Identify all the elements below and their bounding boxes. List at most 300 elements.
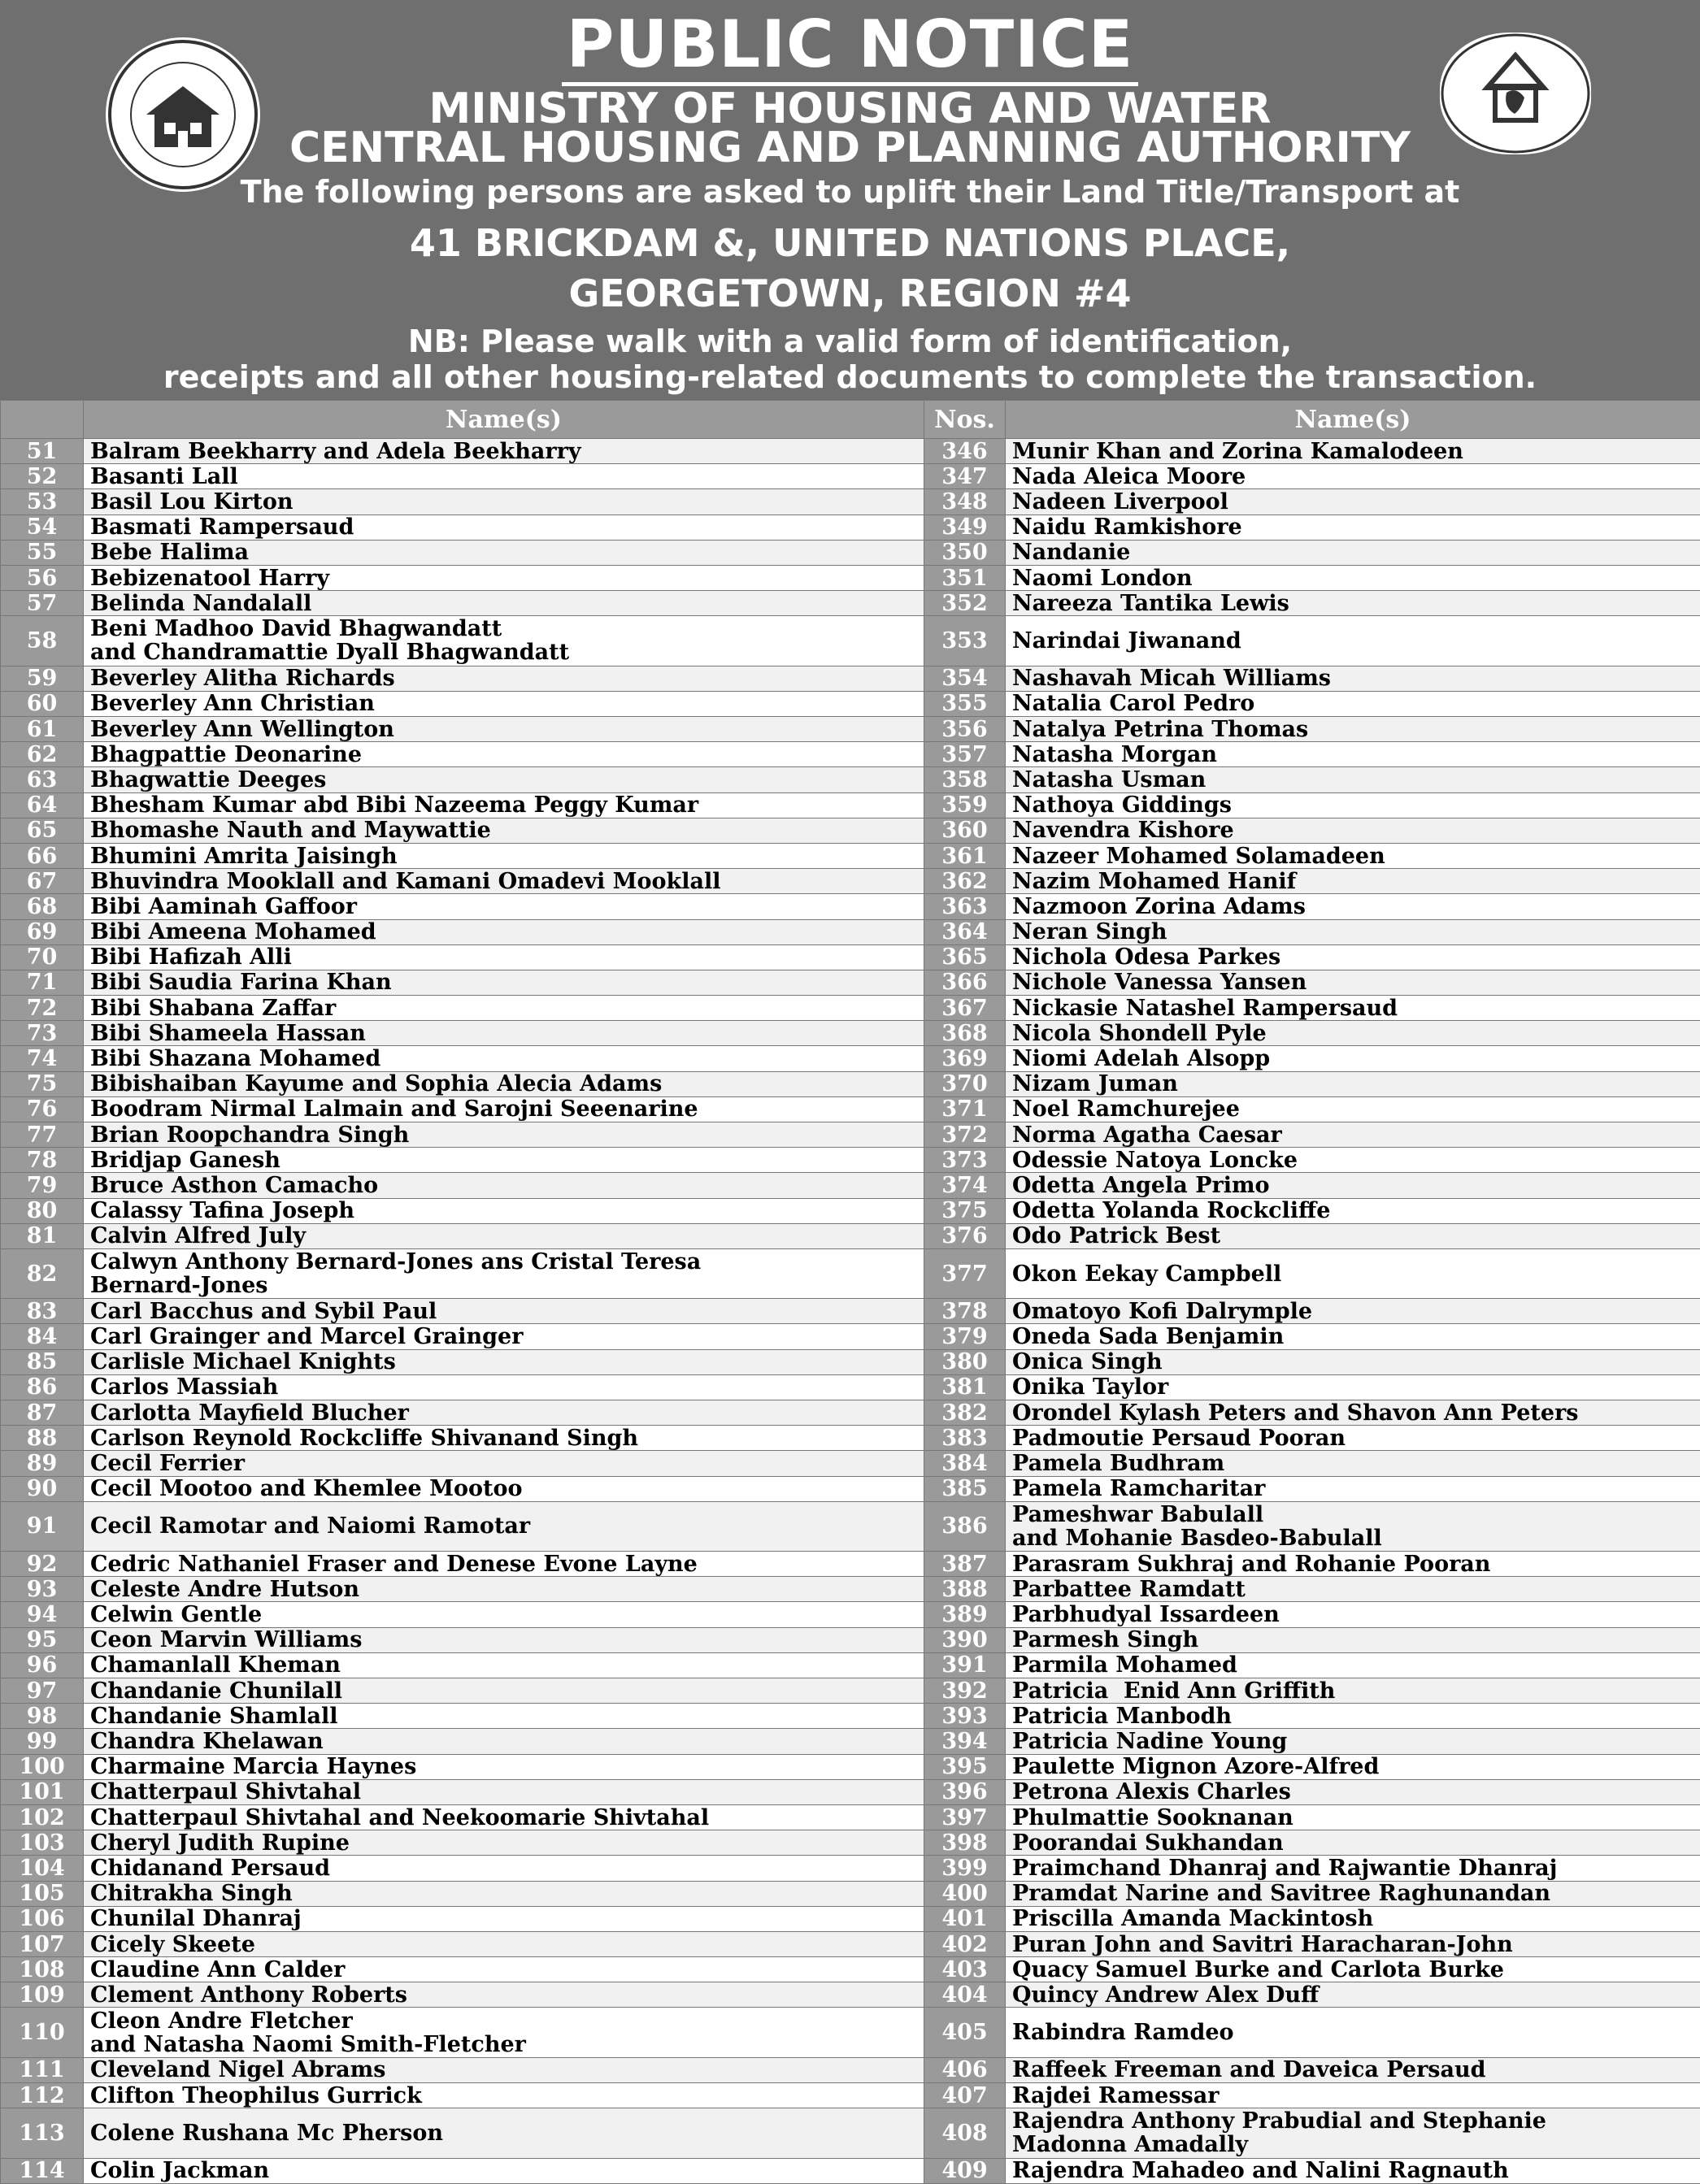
row-number-right: 381 [924, 1374, 1006, 1400]
table-row [1, 818, 1700, 843]
row-number-left: 96 [1, 1652, 84, 1678]
row-number-left: 85 [1, 1349, 84, 1374]
table-row [1, 515, 1700, 540]
row-name-right: Nashavah Micah Williams [1006, 666, 1700, 691]
row-name-left: Bibi Aaminah Gaffoor [84, 894, 924, 919]
row-name-left: Bhuvindra Mooklall and Kamani Omadevi Mooklall [84, 869, 924, 894]
row-name-right: Oneda Sada Benjamin [1006, 1324, 1700, 1349]
row-name-left: Bebizenatool Harry [84, 565, 924, 590]
row-name-left: Colene Rushana Mc Pherson [84, 2108, 924, 2158]
row-number-right: 378 [924, 1299, 1006, 1324]
column-header-names: Name(s) [84, 401, 924, 439]
table-row [1, 1096, 1700, 1122]
row-name-right: Raffeek Freeman and Daveica Persaud [1006, 2057, 1700, 2082]
row-name-left: Carl Grainger and Marcel Grainger [84, 1324, 924, 1349]
row-name-left: Cleon Andre Fletcher and Natasha Naomi Smith-Fletcher [84, 2008, 924, 2057]
row-number-right: 384 [924, 1451, 1006, 1476]
row-number-left: 90 [1, 1476, 84, 1501]
row-number-left: 107 [1, 1931, 84, 1956]
row-name-left: Chandra Khelawan [84, 1729, 924, 1754]
table-row [1, 1122, 1700, 1148]
column-header-nos: Nos. [924, 401, 1006, 439]
table-row [1, 869, 1700, 894]
table-row [1, 1349, 1700, 1374]
row-number-left: 110 [1, 2008, 84, 2057]
row-name-right: Onika Taylor [1006, 1374, 1700, 1400]
row-number-left: 78 [1, 1148, 84, 1173]
row-number-left: 52 [1, 464, 84, 489]
row-number-left: 89 [1, 1451, 84, 1476]
row-number-right: 363 [924, 894, 1006, 919]
table-row [1, 1931, 1700, 1956]
row-name-left: Colin Jackman [84, 2158, 924, 2183]
row-name-right: Quacy Samuel Burke and Carlota Burke [1006, 1957, 1700, 1982]
row-number-left: 51 [1, 439, 84, 464]
row-name-left: Clifton Theophilus Gurrick [84, 2083, 924, 2108]
row-name-left: Claudine Ann Calder [84, 1957, 924, 1982]
row-name-right: Quincy Andrew Alex Duff [1006, 1982, 1700, 2008]
table-row [1, 565, 1700, 590]
row-number-left: 76 [1, 1096, 84, 1122]
row-name-right: Patricia Enid Ann Griffith [1006, 1678, 1700, 1704]
row-number-left: 86 [1, 1374, 84, 1400]
row-name-left: Bhesham Kumar abd Bibi Nazeema Peggy Kumar [84, 792, 924, 818]
row-name-right: Natalia Carol Pedro [1006, 691, 1700, 716]
table-row [1, 1148, 1700, 1173]
row-number-right: 387 [924, 1552, 1006, 1577]
row-number-right: 394 [924, 1729, 1006, 1754]
row-number-left: 105 [1, 1881, 84, 1906]
table-row [1, 1071, 1700, 1096]
row-name-left: Chatterpaul Shivtahal [84, 1779, 924, 1804]
row-name-right: Navendra Kishore [1006, 818, 1700, 843]
row-name-right: Nadeen Liverpool [1006, 489, 1700, 515]
row-name-left: Carl Bacchus and Sybil Paul [84, 1299, 924, 1324]
table-row [1, 464, 1700, 489]
row-name-left: Bebe Halima [84, 540, 924, 565]
row-name-right: Neran Singh [1006, 919, 1700, 944]
row-name-left: Cecil Ramotar and Naiomi Ramotar [84, 1501, 924, 1551]
table-row [1, 1906, 1700, 1931]
row-number-left: 77 [1, 1122, 84, 1148]
row-name-right: Omatoyo Kofi Dalrymple [1006, 1299, 1700, 1324]
table-row [1, 944, 1700, 970]
row-number-left: 64 [1, 792, 84, 818]
row-name-left: Bhagwattie Deeges [84, 767, 924, 792]
row-number-left: 66 [1, 843, 84, 868]
row-name-right: Nazeer Mohamed Solamadeen [1006, 843, 1700, 868]
authority-name: CENTRAL HOUSING AND PLANNING AUTHORITY [289, 124, 1411, 172]
table-row [1, 1856, 1700, 1881]
table-row [1, 1881, 1700, 1906]
row-name-left: Bibi Hafizah Alli [84, 944, 924, 970]
table-row [1, 1830, 1700, 1856]
row-name-left: Balram Beekharry and Adela Beekharry [84, 439, 924, 464]
row-name-right: Odo Patrick Best [1006, 1223, 1700, 1248]
row-name-left: Brian Roopchandra Singh [84, 1122, 924, 1148]
row-name-left: Bruce Asthon Camacho [84, 1173, 924, 1198]
row-number-right: 368 [924, 1021, 1006, 1046]
row-number-left: 111 [1, 2057, 84, 2082]
table-row [1, 996, 1700, 1021]
table-row [1, 919, 1700, 944]
row-number-right: 398 [924, 1830, 1006, 1856]
row-name-right: Noel Ramchurejee [1006, 1096, 1700, 1122]
row-number-left: 99 [1, 1729, 84, 1754]
row-name-left: Bibishaiban Kayume and Sophia Alecia Adams [84, 1071, 924, 1096]
row-number-left: 63 [1, 767, 84, 792]
row-name-right: Nichole Vanessa Yansen [1006, 970, 1700, 995]
row-number-right: 392 [924, 1678, 1006, 1704]
table-row [1, 591, 1700, 616]
row-name-left: Belinda Nandalall [84, 591, 924, 616]
row-name-right: Praimchand Dhanraj and Rajwantie Dhanraj [1006, 1856, 1700, 1881]
table-row [1, 1324, 1700, 1349]
row-name-right: Nazim Mohamed Hanif [1006, 869, 1700, 894]
row-name-left: Calvin Alfred July [84, 1223, 924, 1248]
row-name-left: Carlisle Michael Knights [84, 1349, 924, 1374]
row-number-left: 102 [1, 1804, 84, 1830]
row-number-left: 81 [1, 1223, 84, 1248]
row-number-left: 109 [1, 1982, 84, 2008]
row-name-left: Beverley Ann Christian [84, 691, 924, 716]
row-number-right: 406 [924, 2057, 1006, 2082]
row-number-right: 375 [924, 1198, 1006, 1223]
table-row [1, 666, 1700, 691]
table-row [1, 1729, 1700, 1754]
names-table [0, 400, 1700, 2184]
row-name-left: Carlson Reynold Rockcliffe Shivanand Singh [84, 1426, 924, 1451]
row-name-right: Pamela Ramcharitar [1006, 1476, 1700, 1501]
row-name-right: Petrona Alexis Charles [1006, 1779, 1700, 1804]
row-name-left: Bibi Saudia Farina Khan [84, 970, 924, 995]
row-number-left: 83 [1, 1299, 84, 1324]
row-name-right: Rajendra Anthony Prabudial and Stephanie Madonna Amadally [1006, 2108, 1700, 2158]
ministry-name: MINISTRY OF HOUSING AND WATER [428, 85, 1272, 133]
table-row [1, 894, 1700, 919]
nb-line-1: NB: Please walk with a valid form of identification, [407, 323, 1293, 359]
row-name-left: Beverley Alitha Richards [84, 666, 924, 691]
table-row [1, 1627, 1700, 1652]
table-row [1, 1021, 1700, 1046]
row-number-right: 372 [924, 1122, 1006, 1148]
row-name-left: Bhomashe Nauth and Maywattie [84, 818, 924, 843]
row-name-right: Onica Singh [1006, 1349, 1700, 1374]
row-name-left: Beverley Ann Wellington [84, 717, 924, 742]
row-name-left: Chamanlall Kheman [84, 1652, 924, 1678]
row-name-right: Odessie Natoya Loncke [1006, 1148, 1700, 1173]
row-number-right: 350 [924, 540, 1006, 565]
row-name-left: Chunilal Dhanraj [84, 1906, 924, 1931]
row-number-left: 104 [1, 1856, 84, 1881]
row-name-left: Charmaine Marcia Haynes [84, 1754, 924, 1779]
row-name-left: Bibi Shameela Hassan [84, 1021, 924, 1046]
row-number-right: 385 [924, 1476, 1006, 1501]
row-name-right: Odetta Angela Primo [1006, 1173, 1700, 1198]
row-name-left: Bibi Shabana Zaffar [84, 996, 924, 1021]
row-number-left: 69 [1, 919, 84, 944]
row-number-right: 399 [924, 1856, 1006, 1881]
row-name-left: Chatterpaul Shivtahal and Neekoomarie Shivtahal [84, 1804, 924, 1830]
table-row [1, 1957, 1700, 1982]
table-row [1, 1426, 1700, 1451]
row-number-left: 88 [1, 1426, 84, 1451]
row-number-right: 370 [924, 1071, 1006, 1096]
row-number-right: 405 [924, 2008, 1006, 2057]
row-name-left: Chidanand Persaud [84, 1856, 924, 1881]
row-number-right: 346 [924, 439, 1006, 464]
row-number-right: 390 [924, 1627, 1006, 1652]
row-number-right: 409 [924, 2158, 1006, 2183]
row-name-left: Chandanie Chunilall [84, 1678, 924, 1704]
row-number-left: 71 [1, 970, 84, 995]
row-number-left: 95 [1, 1627, 84, 1652]
table-row [1, 1602, 1700, 1627]
row-name-right: Nandanie [1006, 540, 1700, 565]
nb-line-2: receipts and all other housing-related documents to complete the transaction. [163, 359, 1537, 395]
row-number-right: 395 [924, 1754, 1006, 1779]
table-row [1, 1374, 1700, 1400]
table-header-row [1, 401, 1700, 439]
row-number-left: 87 [1, 1400, 84, 1426]
row-name-left: Cicely Skeete [84, 1931, 924, 1956]
row-number-left: 98 [1, 1704, 84, 1729]
row-name-left: Bhumini Amrita Jaisingh [84, 843, 924, 868]
row-number-left: 79 [1, 1173, 84, 1198]
row-number-left: 58 [1, 616, 84, 666]
row-name-right: Naomi London [1006, 565, 1700, 590]
row-name-left: Chitrakha Singh [84, 1881, 924, 1906]
row-name-left: Carlotta Mayfield Blucher [84, 1400, 924, 1426]
row-name-left: Cedric Nathaniel Fraser and Denese Evone Layne [84, 1552, 924, 1577]
row-name-left: Beni Madhoo David Bhagwandatt and Chandramattie Dyall Bhagwandatt [84, 616, 924, 666]
row-name-right: Patricia Nadine Young [1006, 1729, 1700, 1754]
row-number-left: 72 [1, 996, 84, 1021]
row-number-left: 92 [1, 1552, 84, 1577]
row-number-right: 374 [924, 1173, 1006, 1198]
table-row [1, 1652, 1700, 1678]
row-name-right: Odetta Yolanda Rockcliffe [1006, 1198, 1700, 1223]
row-name-right: Narindai Jiwanand [1006, 616, 1700, 666]
table-row [1, 742, 1700, 767]
row-number-left: 68 [1, 894, 84, 919]
table-row [1, 1248, 1700, 1298]
row-number-left: 65 [1, 818, 84, 843]
row-name-left: Calassy Tafina Joseph [84, 1198, 924, 1223]
row-name-right: Nathoya Giddings [1006, 792, 1700, 818]
row-number-right: 377 [924, 1248, 1006, 1298]
table-row [1, 1046, 1700, 1071]
row-name-right: Parmesh Singh [1006, 1627, 1700, 1652]
notice-title: PUBLIC NOTICE [0, 7, 1700, 82]
row-number-left: 82 [1, 1248, 84, 1298]
row-number-left: 113 [1, 2108, 84, 2158]
row-name-left: Basanti Lall [84, 464, 924, 489]
row-number-left: 94 [1, 1602, 84, 1627]
row-number-left: 53 [1, 489, 84, 515]
row-name-left: Basmati Rampersaud [84, 515, 924, 540]
table-row [1, 970, 1700, 995]
row-number-right: 407 [924, 2083, 1006, 2108]
row-name-left: Bridjap Ganesh [84, 1148, 924, 1173]
table-row [1, 717, 1700, 742]
row-name-right: Munir Khan and Zorina Kamalodeen [1006, 439, 1700, 464]
row-name-right: Nada Aleica Moore [1006, 464, 1700, 489]
table-row [1, 843, 1700, 868]
row-number-right: 358 [924, 767, 1006, 792]
row-name-right: Parasram Sukhraj and Rohanie Pooran [1006, 1552, 1700, 1577]
row-number-right: 355 [924, 691, 1006, 716]
row-name-right: Puran John and Savitri Haracharan-John [1006, 1931, 1700, 1956]
table-row [1, 1552, 1700, 1577]
column-header-number [1, 401, 84, 439]
row-name-left: Cecil Mootoo and Khemlee Mootoo [84, 1476, 924, 1501]
row-number-right: 361 [924, 843, 1006, 868]
row-name-right: Nicola Shondell Pyle [1006, 1021, 1700, 1046]
row-number-right: 404 [924, 1982, 1006, 2008]
row-number-right: 388 [924, 1577, 1006, 1602]
row-name-right: Natasha Morgan [1006, 742, 1700, 767]
table-row [1, 1704, 1700, 1729]
table-row [1, 1173, 1700, 1198]
row-name-right: Nareeza Tantika Lewis [1006, 591, 1700, 616]
row-number-right: 403 [924, 1957, 1006, 1982]
row-number-right: 376 [924, 1223, 1006, 1248]
row-number-right: 402 [924, 1931, 1006, 1956]
row-name-left: Bibi Shazana Mohamed [84, 1046, 924, 1071]
table-row [1, 1400, 1700, 1426]
table-row [1, 1476, 1700, 1501]
row-number-right: 400 [924, 1881, 1006, 1906]
table-row [1, 1577, 1700, 1602]
row-number-right: 357 [924, 742, 1006, 767]
row-number-right: 362 [924, 869, 1006, 894]
row-number-right: 371 [924, 1096, 1006, 1122]
row-number-left: 101 [1, 1779, 84, 1804]
row-name-left: Celwin Gentle [84, 1602, 924, 1627]
row-number-left: 62 [1, 742, 84, 767]
row-number-right: 367 [924, 996, 1006, 1021]
notice-header [0, 0, 1700, 400]
row-number-right: 397 [924, 1804, 1006, 1830]
row-name-left: Bhagpattie Deonarine [84, 742, 924, 767]
row-number-left: 108 [1, 1957, 84, 1982]
row-number-right: 351 [924, 565, 1006, 590]
table-row [1, 2158, 1700, 2183]
table-row [1, 1804, 1700, 1830]
table-row [1, 1982, 1700, 2008]
row-name-right: Pamela Budhram [1006, 1451, 1700, 1476]
table-row [1, 2108, 1700, 2158]
row-name-right: Nickasie Natashel Rampersaud [1006, 996, 1700, 1021]
column-header-names-right: Name(s) [1006, 401, 1700, 439]
row-number-left: 59 [1, 666, 84, 691]
row-name-left: Celeste Andre Hutson [84, 1577, 924, 1602]
row-name-right: Nichola Odesa Parkes [1006, 944, 1700, 970]
row-number-left: 80 [1, 1198, 84, 1223]
row-name-right: Pramdat Narine and Savitree Raghunandan [1006, 1881, 1700, 1906]
row-number-left: 91 [1, 1501, 84, 1551]
table-row [1, 1299, 1700, 1324]
table-row [1, 1779, 1700, 1804]
row-name-left: Chandanie Shamlall [84, 1704, 924, 1729]
row-name-right: Pameshwar Babulall and Mohanie Basdeo-Babulall [1006, 1501, 1700, 1551]
row-number-right: 347 [924, 464, 1006, 489]
table-row [1, 1451, 1700, 1476]
row-name-left: Bibi Ameena Mohamed [84, 919, 924, 944]
row-name-right: Nizam Juman [1006, 1071, 1700, 1096]
row-name-right: Orondel Kylash Peters and Shavon Ann Peters [1006, 1400, 1700, 1426]
row-name-right: Rabindra Ramdeo [1006, 2008, 1700, 2057]
row-name-right: Padmoutie Persaud Pooran [1006, 1426, 1700, 1451]
table-row [1, 1754, 1700, 1779]
row-name-right: Okon Eekay Campbell [1006, 1248, 1700, 1298]
row-name-right: Natalya Petrina Thomas [1006, 717, 1700, 742]
row-name-right: Paulette Mignon Azore-Alfred [1006, 1754, 1700, 1779]
row-number-right: 373 [924, 1148, 1006, 1173]
table-row [1, 792, 1700, 818]
row-number-left: 57 [1, 591, 84, 616]
table-row [1, 2057, 1700, 2082]
row-name-right: Priscilla Amanda Mackintosh [1006, 1906, 1700, 1931]
row-number-left: 100 [1, 1754, 84, 1779]
row-number-left: 74 [1, 1046, 84, 1071]
row-number-right: 408 [924, 2108, 1006, 2158]
row-name-left: Cecil Ferrier [84, 1451, 924, 1476]
table-row [1, 1501, 1700, 1551]
row-number-right: 391 [924, 1652, 1006, 1678]
row-name-right: Natasha Usman [1006, 767, 1700, 792]
table-row [1, 489, 1700, 515]
row-number-left: 55 [1, 540, 84, 565]
row-name-right: Phulmattie Sooknanan [1006, 1804, 1700, 1830]
table-row [1, 540, 1700, 565]
row-number-left: 75 [1, 1071, 84, 1096]
row-number-right: 348 [924, 489, 1006, 515]
row-name-right: Niomi Adelah Alsopp [1006, 1046, 1700, 1071]
row-number-right: 389 [924, 1602, 1006, 1627]
row-name-right: Parbhudyal Issardeen [1006, 1602, 1700, 1627]
row-name-left: Boodram Nirmal Lalmain and Sarojni Seeenarine [84, 1096, 924, 1122]
row-number-left: 70 [1, 944, 84, 970]
row-name-right: Poorandai Sukhandan [1006, 1830, 1700, 1856]
row-name-right: Naidu Ramkishore [1006, 515, 1700, 540]
intro-text: The following persons are asked to uplift their Land Title/Transport at [240, 174, 1460, 210]
row-number-right: 365 [924, 944, 1006, 970]
table-row [1, 439, 1700, 464]
address-line-2: GEORGETOWN, REGION #4 [568, 271, 1132, 315]
row-number-left: 114 [1, 2158, 84, 2183]
row-number-right: 359 [924, 792, 1006, 818]
row-name-right: Nazmoon Zorina Adams [1006, 894, 1700, 919]
table-row [1, 767, 1700, 792]
row-name-left: Calwyn Anthony Bernard-Jones ans Cristal Teresa Bernard-Jones [84, 1248, 924, 1298]
row-number-left: 73 [1, 1021, 84, 1046]
row-number-right: 393 [924, 1704, 1006, 1729]
table-row [1, 616, 1700, 666]
row-name-left: Carlos Massiah [84, 1374, 924, 1400]
row-name-left: Cleveland Nigel Abrams [84, 2057, 924, 2082]
row-number-left: 54 [1, 515, 84, 540]
table-row [1, 2083, 1700, 2108]
table-row [1, 2008, 1700, 2057]
row-number-left: 67 [1, 869, 84, 894]
row-name-right: Rajdei Ramessar [1006, 2083, 1700, 2108]
row-number-left: 106 [1, 1906, 84, 1931]
row-number-right: 354 [924, 666, 1006, 691]
row-number-right: 382 [924, 1400, 1006, 1426]
row-name-right: Parmila Mohamed [1006, 1652, 1700, 1678]
